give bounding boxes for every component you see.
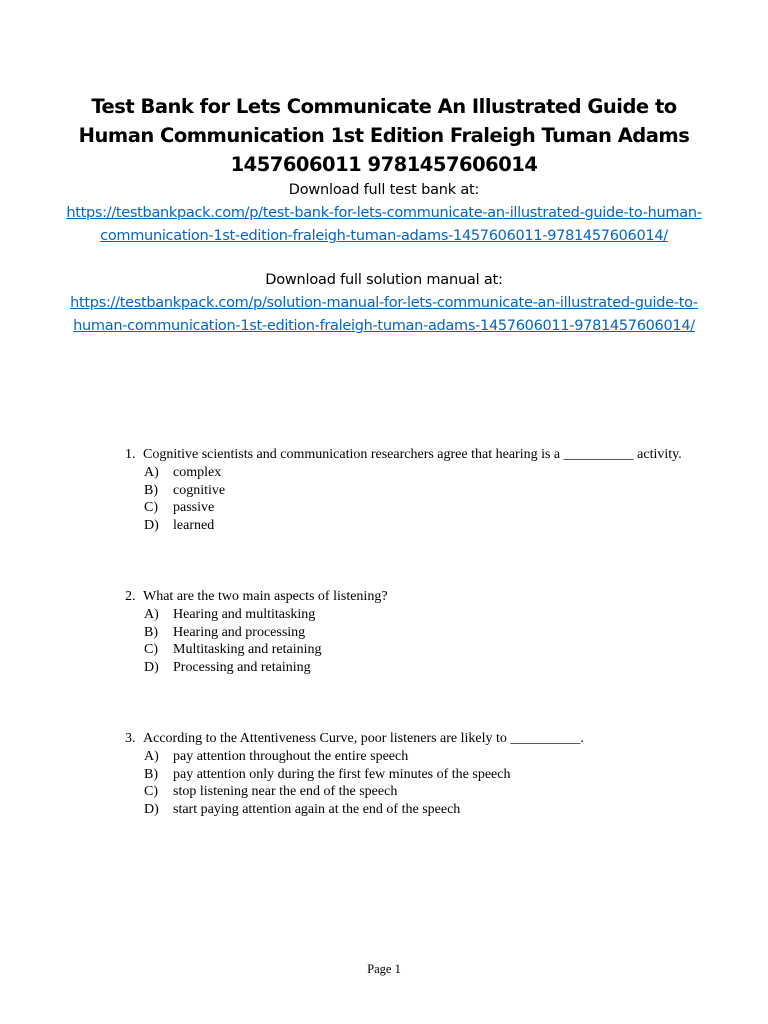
option-text: complex [173,464,222,480]
option-c [125,783,685,801]
option-letter: A) [144,606,159,622]
option-text: pay attention only during the first few minutes of the speech [173,766,511,782]
option-letter: C) [144,500,158,516]
option-letter: C) [144,642,158,658]
option-text: start paying attention again at the end of the speech [173,802,461,818]
option-b [125,766,685,784]
document-header [60,92,708,338]
test-bank-link[interactable]: https://testbankpack.com/p/test-bank-for-lets-communicate-an-illustrated-guide-to-human-communication-1st-edition-fraleigh-tuman-adams-1457606011-9781457606014/ [66,205,702,244]
option-text: cognitive [173,482,226,498]
option-text: pay attention throughout the entire speech [173,748,409,764]
option-text: stop listening near the end of the speech [173,784,398,800]
option-d [125,801,685,819]
question-text: What are the two main aspects of listening? [143,588,388,604]
option-list [125,606,685,677]
question-number: 2. [125,588,136,604]
option-list [125,748,685,819]
question-list [125,446,685,872]
question-number: 1. [125,447,136,462]
option-a [125,464,685,482]
option-d [125,517,685,535]
page-number: Page 1 [367,962,401,976]
solution-manual-link[interactable]: https://testbankpack.com/p/solution-manual-for-lets-communicate-an-illustrated-guide-to-human-communication-1st-edition-fraleigh-tuman-adams-1457606011-9781457606014/ [70,295,698,334]
option-d [125,659,685,677]
question-text: According to the Attentiveness Curve, poor listeners are likely to __________. [143,730,584,746]
option-letter: D) [144,518,159,534]
solution-download-label: Download full solution manual at: [265,272,503,288]
option-letter: B) [144,482,158,498]
spacer [60,248,708,269]
option-text: Multitasking and retaining [173,642,322,658]
page-footer [0,962,768,977]
option-text: Hearing and multitasking [173,606,316,622]
option-b [125,482,685,500]
option-letter: A) [144,464,159,480]
option-a [125,606,685,624]
document-title: Test Bank for Lets Communicate An Illustrated Guide to Human Communication 1st Edition Fraleigh Tuman Adams 1457606011 9781457606014 [78,95,690,176]
option-letter: B) [144,766,158,782]
option-c [125,499,685,517]
option-letter: D) [144,660,159,676]
question-2 [125,588,685,677]
question-1 [125,446,685,535]
option-letter: D) [144,802,159,818]
test-bank-download-label: Download full test bank at: [288,182,480,198]
option-b [125,624,685,642]
option-list [125,464,685,535]
option-c [125,641,685,659]
question-number: 3. [125,730,136,746]
question-3 [125,730,685,819]
option-text: Hearing and processing [173,624,306,640]
option-text: learned [173,518,215,534]
option-a [125,748,685,766]
question-text: Cognitive scientists and communication researchers agree that hearing is a __________ activity. [143,447,682,462]
option-text: passive [173,500,215,516]
option-text: Processing and retaining [173,660,311,676]
option-letter: A) [144,748,159,764]
option-letter: B) [144,624,158,640]
option-letter: C) [144,784,158,800]
